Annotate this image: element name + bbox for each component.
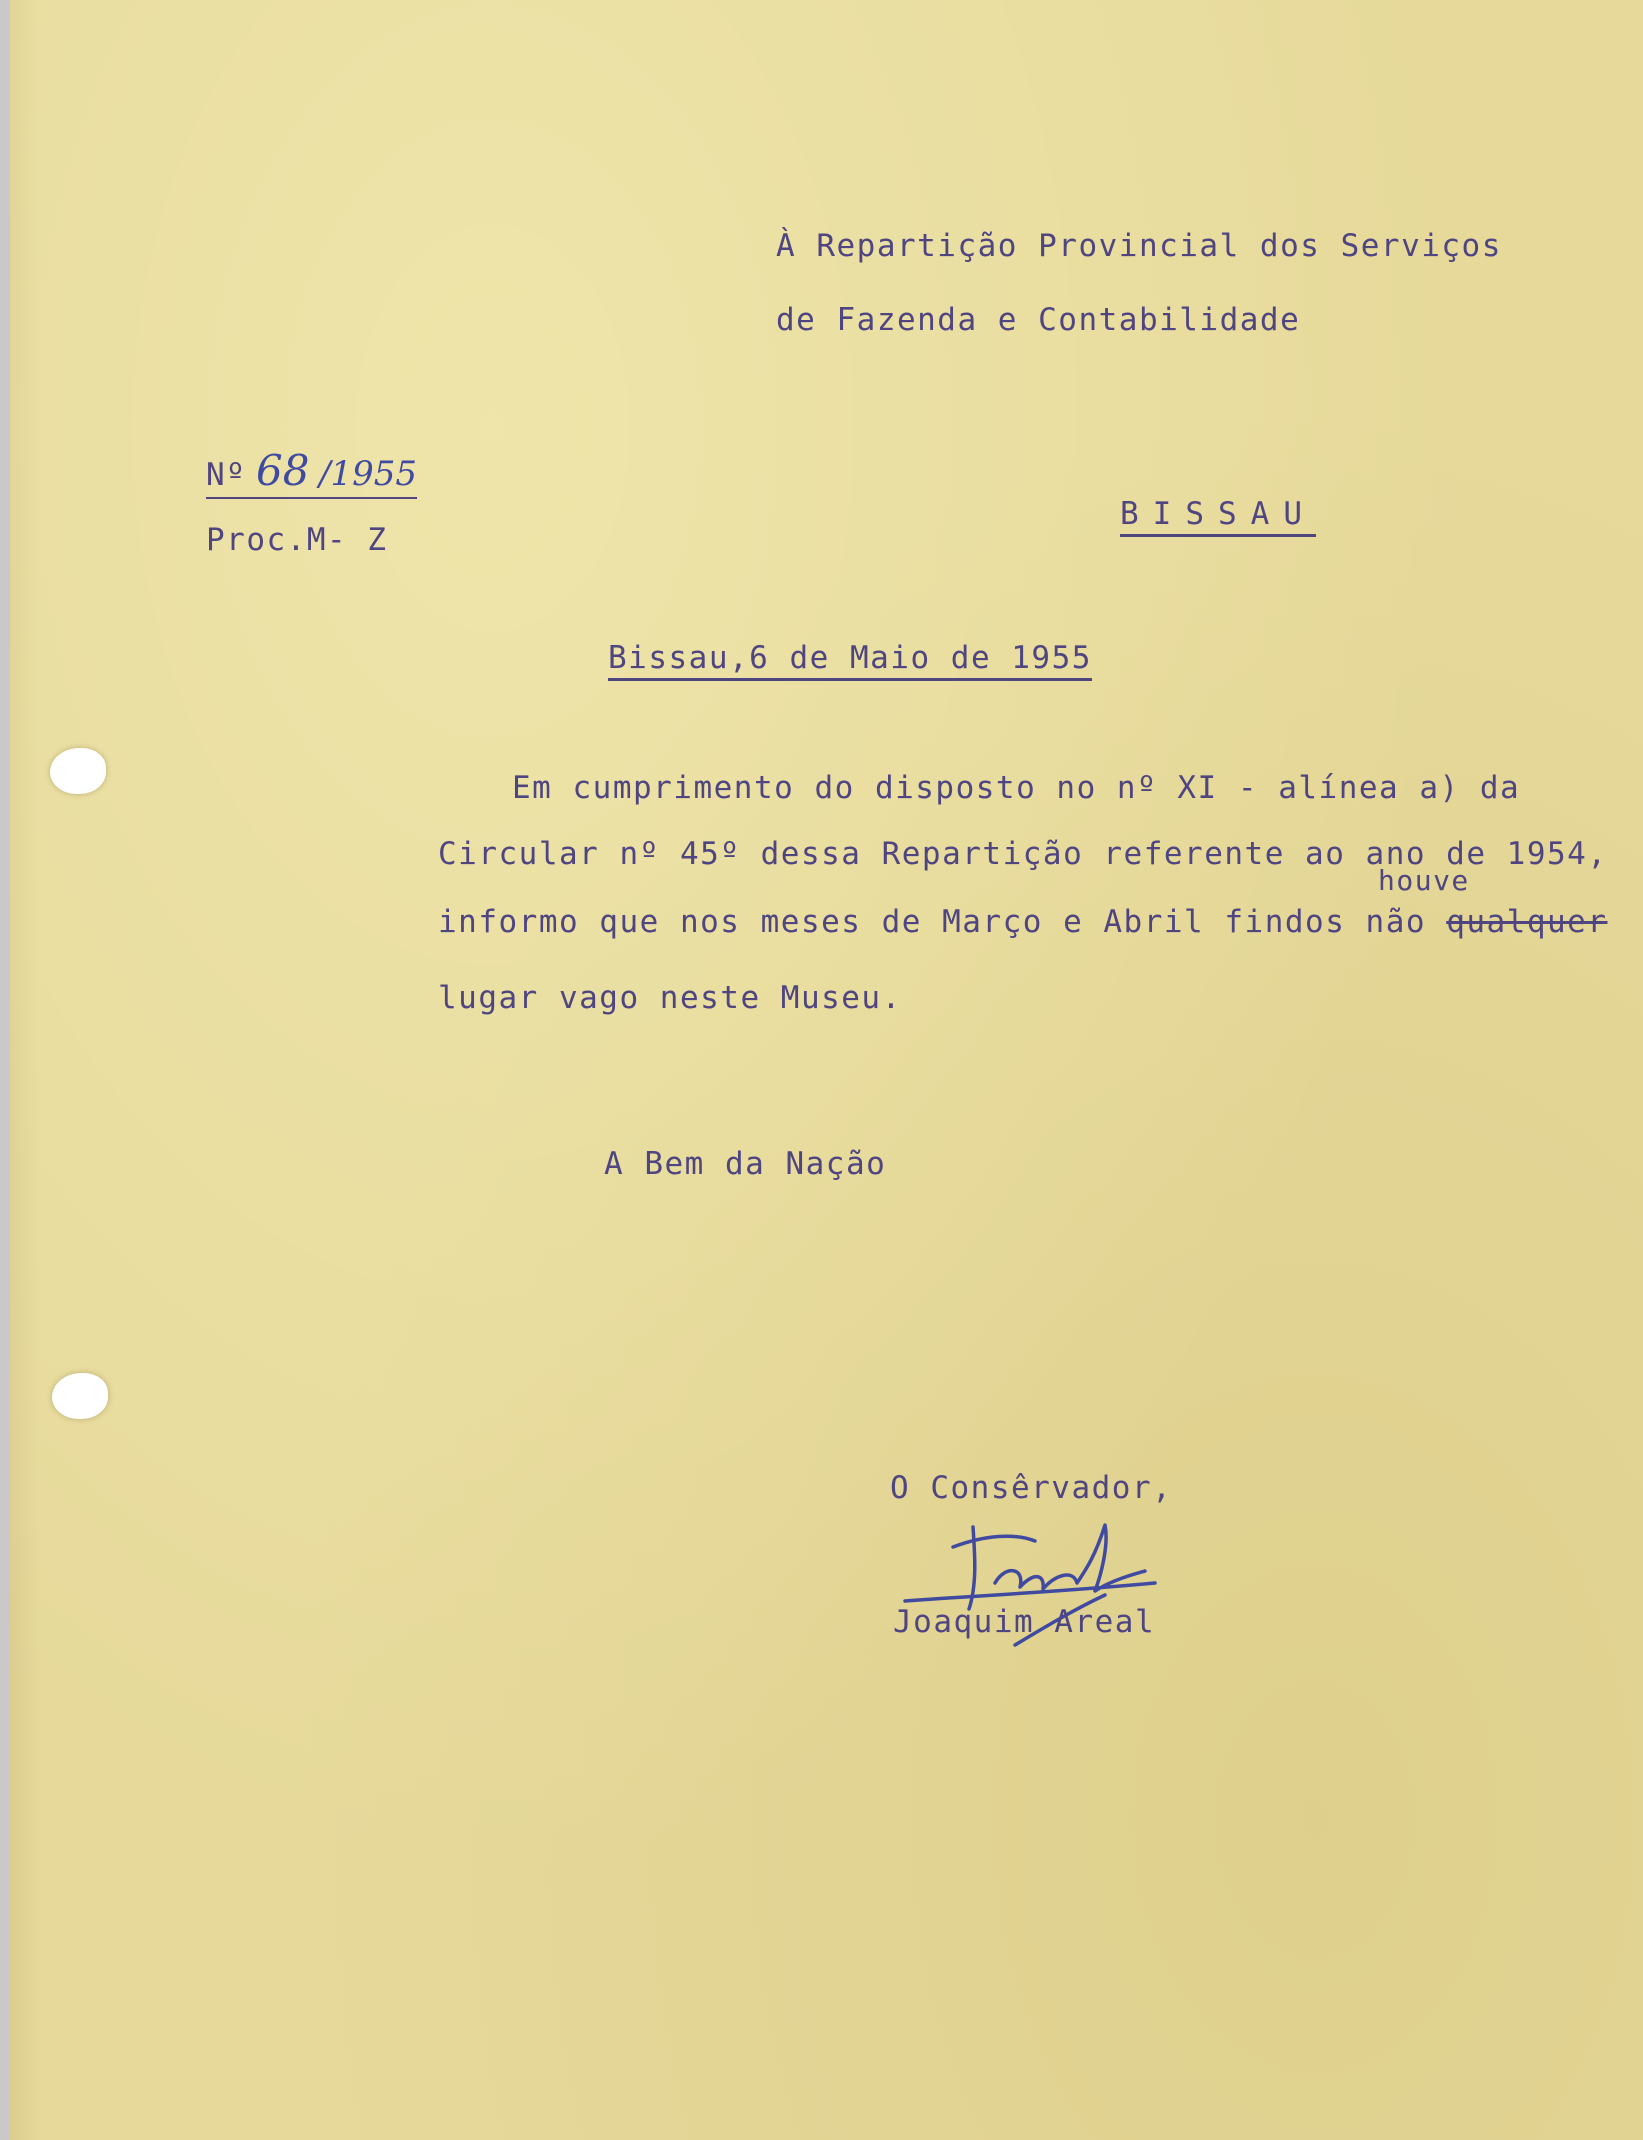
body-line-3-text: informo que nos meses de Março e Abril findos não [438, 904, 1447, 940]
addressee-line-1: À Repartição Provincial dos Serviços [776, 228, 1502, 264]
body-insertion: houve [1378, 864, 1470, 897]
closing-salutation: A Bem da Nação [604, 1146, 887, 1182]
reference-number-handwritten: 68 [255, 446, 310, 495]
signatory-name: Joaquim Areal [893, 1604, 1156, 1640]
reference-number-prefix: Nº [206, 457, 247, 493]
location-heading: BISSAU [1120, 496, 1316, 537]
punch-hole-bottom [52, 1373, 108, 1419]
reference-year-handwritten: /1955 [319, 454, 418, 494]
punch-hole-top [50, 748, 106, 794]
struck-word: qualquer [1446, 904, 1608, 940]
signature-title: O Consêrvador, [890, 1470, 1173, 1506]
process-reference: Proc.M- Z [206, 522, 388, 558]
date-line: Bissau,6 de Maio de 1955 [608, 640, 1092, 681]
body-line-3 [438, 904, 1608, 940]
body-line-4: lugar vago neste Museu. [438, 980, 902, 1016]
addressee-line-2: de Fazenda e Contabilidade [776, 302, 1301, 338]
reference-number [206, 446, 417, 499]
body-line-1: Em cumprimento do disposto no nº XI - alínea a) da [512, 770, 1521, 806]
page-left-edge [0, 0, 10, 2140]
body-line-2: Circular nº 45º dessa Repartição referente ao ano de 1954, [438, 836, 1608, 872]
